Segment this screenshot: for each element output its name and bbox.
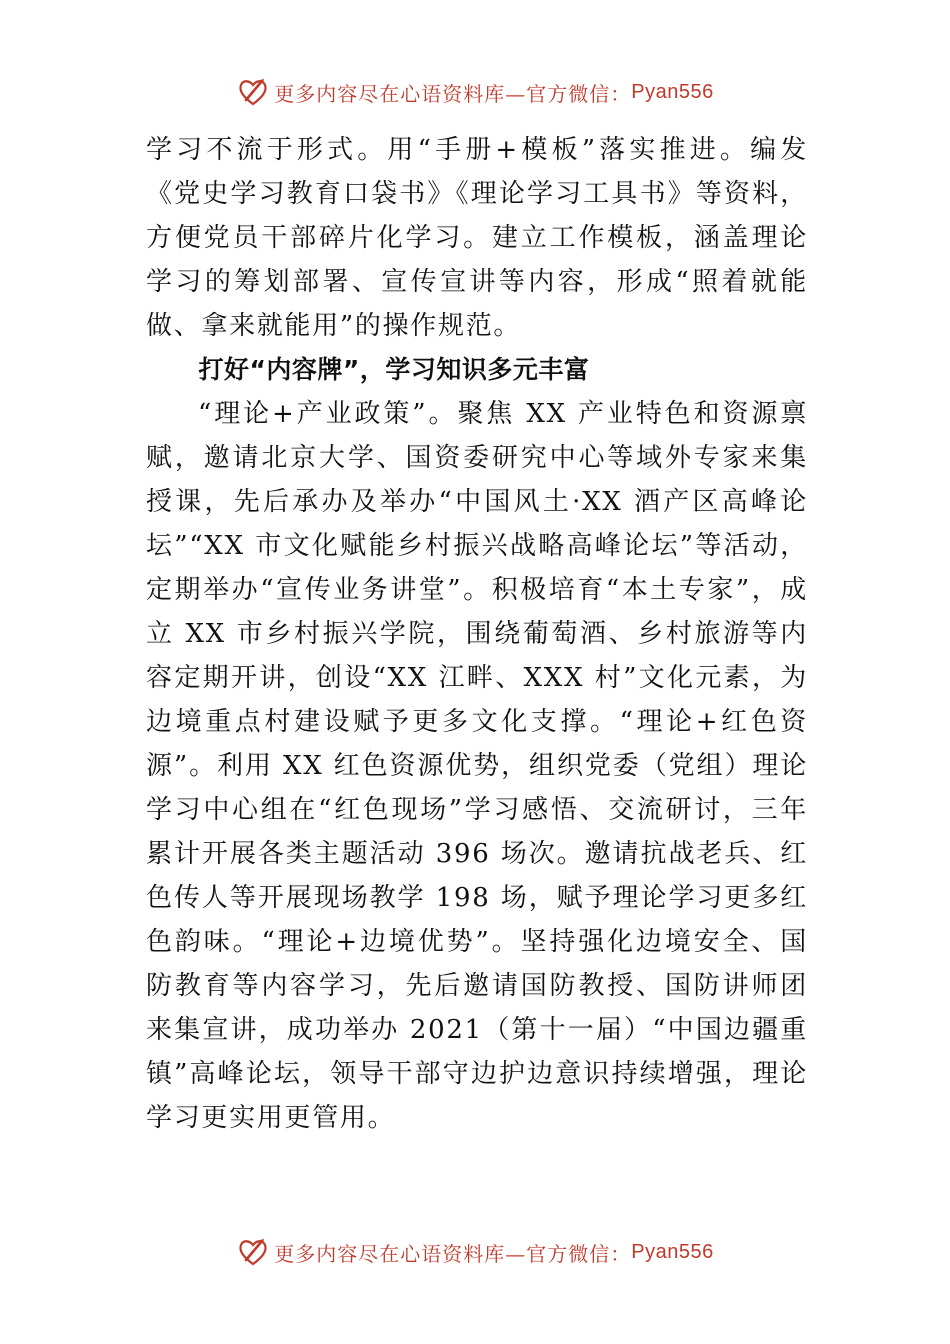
watermark-text: 更多内容尽在心语资料库—官方微信： [274, 81, 632, 106]
pen-heart-logo-icon [236, 75, 270, 109]
pen-heart-logo-icon [236, 1235, 270, 1269]
paragraph-1: 学习不流于形式。用“手册+模板”落实推进。编发《党史学习教育口袋书》《理论学习工具书》等资料，方便党员干部碎片化学习。建立工作模板，涵盖理论学习的筹划部署、宣传宣讲等内容，形成“照着就能做、拿来就能用”的操作规范。 [146, 135, 808, 341]
watermark-wechat-id: Pyan556 [631, 1240, 714, 1263]
document-body [146, 128, 808, 1140]
footer-watermark [0, 1232, 950, 1272]
header-watermark [0, 72, 950, 112]
watermark-text: 更多内容尽在心语资料库—官方微信： [274, 1241, 632, 1266]
paragraph-2: “理论+产业政策”。聚焦 XX 产业特色和资源禀赋，邀请北京大学、国资委研究中心等域外专家来集授课，先后承办及举办“中国风土·XX 酒产区高峰论坛”“XX 市文化赋能乡村振兴战略高峰论坛”等活动，定期举办“宣传业务讲堂”。积极培育“本土专家”，成立 XX 市乡村振兴学院，围绕葡萄酒、乡村旅游等内容定期开讲，创设“XX 江畔、XXX 村”文化元素，为边境重点村建设赋予更多文化支撑。“理论+红色资源”。利用 XX 红色资源优势，组织党委（党组）理论学习中心组在“红色现场”学习感悟、交流研讨，三年累计开展各类主题活动 396 场次。邀请抗战老兵、红色传人等开展现场教学 198 场，赋予理论学习更多红色韵味。“理论+边境优势”。坚持强化边境安全、国防教育等内容学习，先后邀请国防教授、国防讲师团来集宣讲，成功举办 2021（第十一届）“中国边疆重镇”高峰论坛，领导干部守边护边意识持续增强，理论学习更实用更管用。 [146, 399, 808, 1133]
section-heading: 打好“内容牌”，学习知识多元丰富 [198, 355, 590, 384]
watermark-wechat-id: Pyan556 [631, 80, 714, 103]
